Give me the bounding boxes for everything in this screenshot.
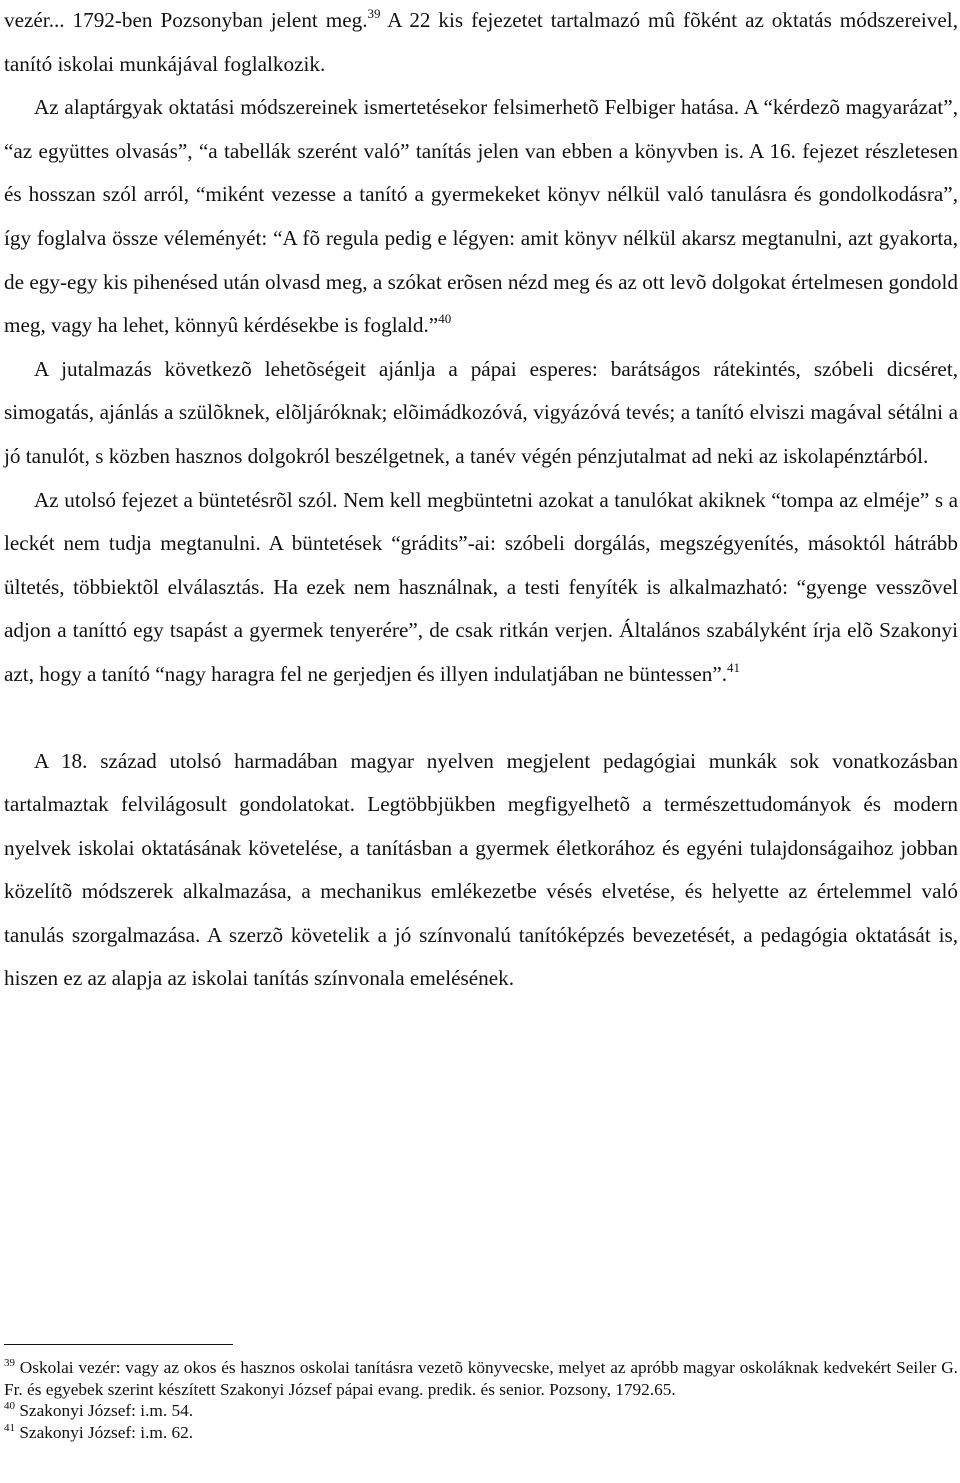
footnote-fn41	[4, 1422, 958, 1444]
paragraph-p4	[4, 479, 958, 697]
footnote-reference[interactable]: 39	[367, 6, 381, 21]
paragraph-gap	[4, 697, 958, 740]
paragraph-text: A 18. század utolsó harmadában magyar nyelven megjelent pedagógiai munkák sok vonatkozásban tartalmaztak felvilágosult gondolatokat. Legtöbbjükben megfigyelhetõ a természettudományok és modern nyelvek iskolai oktatásának követelése, a tanításban a gyermek életkorához és egyéni tulajdonságaihoz jobban közelítõ módszerek alkalmazása, a mechanikus emlékezetbe vésés elvetése, és helyette az értelemmel való tanulás szorgalmazása. A szerzõ követelik a jó színvonalú tanítóképzés bevezetését, a pedagógia oktatását is, hiszen ez az alapja az iskolai tanítás színvonala emelésének.	[4, 748, 958, 991]
paragraph-p1	[4, 0, 958, 86]
document-page	[4, 0, 958, 1001]
footnote-number: 41	[4, 1421, 15, 1434]
footnote-reference[interactable]: 41	[727, 659, 741, 675]
paragraph-text: A 22 kis fejezetet tartalmazó mû fõként az oktatás módszereivel, tanító iskolai munkájával foglalkozik.	[4, 8, 958, 76]
footnotes-section	[4, 1344, 958, 1443]
footnote-text: Oskolai vezér: vagy az okos és hasznos oskolai tanításra vezetõ könyvecske, melyet az apróbb magyar oskoláknak kedvekért Seiler G. Fr. és egyebek szerint készített Szakonyi József pápai evang. predik. és senior. Pozsony, 1792.65.	[4, 1358, 958, 1399]
footnote-fn39	[4, 1357, 958, 1400]
body-text	[4, 0, 958, 1001]
paragraph-p5	[4, 740, 958, 1002]
paragraph-p2	[4, 86, 958, 348]
footnote-fn40	[4, 1400, 958, 1422]
footnote-list	[4, 1357, 958, 1443]
paragraph-text: vezér... 1792-ben Pozsonyban jelent meg.	[4, 8, 368, 32]
footnote-number: 39	[4, 1357, 15, 1369]
paragraph-text: Az alaptárgyak oktatási módszereinek ismertetésekor felsimerhetõ Felbiger hatása. A “kérdezõ magyarázat”, “az együttes olvasás”, “a tabellák szerént való” tanítás jelen van ebben a könyvben is. A 16. fejezet részletesen és hosszan szól arról, “miként vezesse a tanító a gyermekeket könyv nélkül való tanulásra és gondolkodásra”, így foglalva össze véleményét: “A fõ regula pedig e légyen: amit könyv nélkül akarsz megtanulni, azt gyakorta, de egy-egy kis pihenésed után olvasd meg, a szókat erõsen nézd meg és az ott levõ dolgokat értelmesen gondold meg, vagy ha lehet, könnyû kérdésekbe is foglald.”	[4, 95, 958, 338]
footnote-separator	[4, 1344, 233, 1345]
footnote-reference[interactable]: 40	[438, 311, 452, 327]
footnote-number: 40	[4, 1400, 15, 1413]
footnote-text: Szakonyi József: i.m. 54.	[15, 1401, 194, 1421]
paragraph-text: Az utolsó fejezet a büntetésrõl szól. Nem kell megbüntetni azokat a tanulókat akiknek “tompa az elméje” s a leckét nem tudja megtanulni. A büntetések “grádits”-ai: szóbeli dorgálás, megszégyenítés, másoktól hátrább ültetés, többiektõl elválasztás. Ha ezek nem használnak, a testi fenyíték is alkalmazható: “gyenge vesszõvel adjon a taníttó egy tsapást a gyermek tenyerére”, de csak ritkán verjen. Általános szabályként írja elõ Szakonyi azt, hogy a tanító “nagy haragra fel ne gerjedjen és illyen indulatjában ne büntessen”.	[4, 487, 958, 686]
footnote-text: Szakonyi József: i.m. 62.	[15, 1422, 194, 1442]
paragraph-text: A jutalmazás következõ lehetõségeit ajánlja a pápai esperes: barátságos rátekintés, szóbeli dicséret, simogatás, ajánlás a szülõknek, elõljáróknak; elõimádkozóvá, vigyázóvá tevés; a tanító elviszi magával sétálni a jó tanulót, s közben hasznos dolgokról beszélgetnek, a tanév végén pénzjutalmat ad neki az iskolapénztárból.	[4, 356, 958, 468]
paragraph-p3	[4, 348, 958, 479]
